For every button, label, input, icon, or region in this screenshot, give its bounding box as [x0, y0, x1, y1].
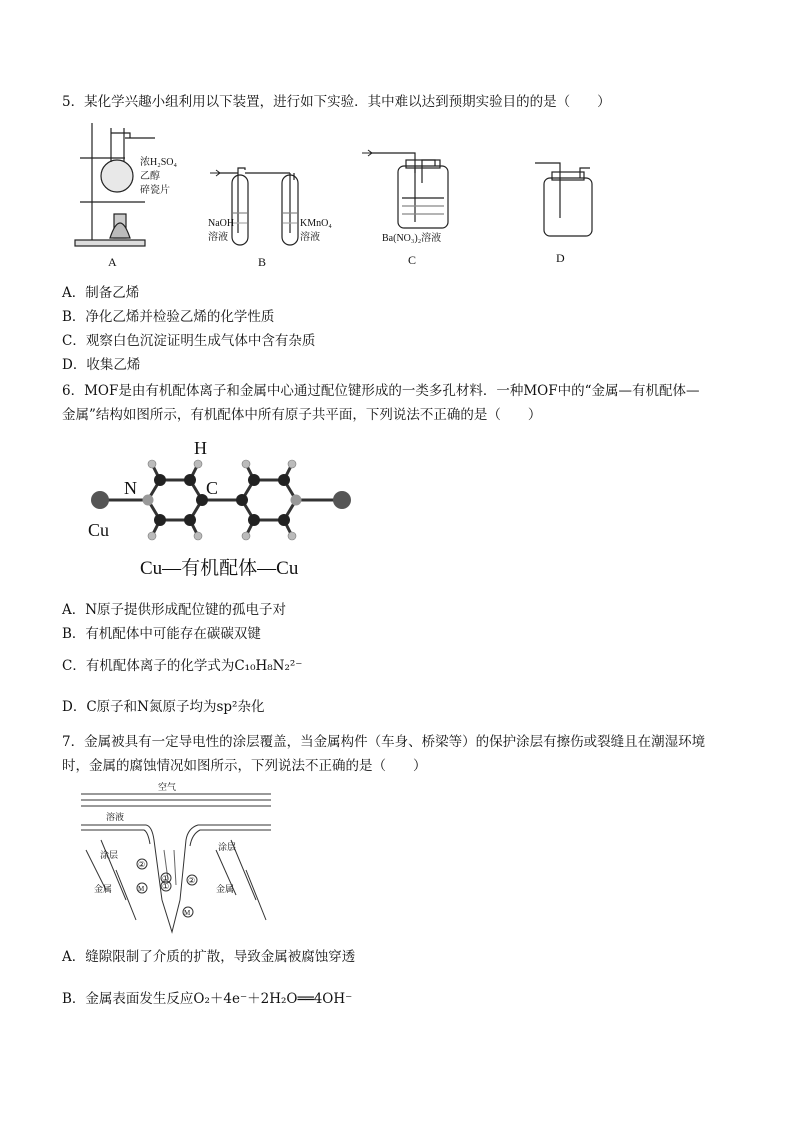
cap-c: C: [408, 253, 417, 267]
c-label: Ba(NO₃)₂溶液: [382, 233, 442, 244]
figure-caption: Cu—有机配体—Cu: [140, 558, 299, 579]
label-air: 空气: [158, 782, 177, 792]
q6-stem-line-1: 6．MOF是由有机配体离子和金属中心通过配位键形成的一类多孔材料．一种MOF中的“金属—有机配体—: [62, 383, 700, 399]
q5-option-c: C．观察白色沉淀证明生成气体中含有杂质: [62, 333, 316, 349]
label-c: C: [206, 478, 219, 498]
a-label-3: 碎瓷片: [140, 185, 170, 196]
b-naoh-label-2: 溶液: [208, 232, 228, 243]
q7-corrosion-figure: [76, 780, 276, 940]
label-m-1: M: [138, 885, 145, 893]
label-num-2: ②: [138, 860, 146, 869]
q5-stem: 5．某化学兴趣小组利用以下装置，进行如下实验．其中难以达到预期实验目的的是（ ）: [62, 94, 611, 110]
a-label-2: 乙醇: [140, 171, 160, 182]
b-kmno-label-2: 溶液: [300, 232, 320, 243]
q7-stem-line-2: 时，金属的腐蚀情况如图所示，下列说法不正确的是（ ）: [62, 758, 427, 774]
label-num-4: ②: [188, 876, 196, 885]
label-coating-left: 涂层: [100, 850, 119, 860]
apparatus-d: [535, 163, 592, 236]
label-metal-right: 金属: [216, 884, 235, 894]
q5-option-a: A．制备乙烯: [62, 285, 140, 301]
label-n: N: [124, 478, 137, 498]
label-cu: Cu: [88, 520, 110, 540]
q5-option-d: D．收集乙烯: [62, 357, 141, 373]
label-h: H: [194, 438, 207, 458]
cap-a: A: [108, 255, 117, 269]
q6-option-d: D．C原子和N氮原子均为sp²杂化: [62, 699, 265, 715]
q6-option-a: A．N原子提供形成配位键的孤电子对: [62, 602, 287, 618]
b-naoh-label-1: NaOH: [208, 218, 235, 229]
q7-option-a: A．缝隙限制了介质的扩散，导致金属被腐蚀穿透: [62, 949, 356, 965]
q5-option-b: B．净化乙烯并检验乙烯的化学性质: [62, 309, 275, 325]
cap-b: B: [258, 255, 267, 269]
label-coating-right: 涂层: [218, 842, 237, 852]
q7-stem-line-1: 7．金属被具有一定导电性的涂层覆盖，当金属构件（车身、桥梁等）的保护涂层有擦伤或裂缝且在潮湿环境: [62, 734, 706, 750]
q6-molecule-figure: [80, 432, 370, 582]
label-m-2: M: [184, 909, 191, 917]
apparatus-b: [218, 168, 298, 245]
a-label-1: 浓H₂SO₄: [140, 157, 177, 168]
q5-apparatus-figure: [70, 118, 565, 269]
cap-d: D: [556, 251, 565, 265]
label-num-3: ①: [162, 882, 170, 891]
label-solution: 溶液: [106, 812, 125, 822]
q7-option-b: B．金属表面发生反应O₂＋4e⁻＋2H₂O══4OH⁻: [62, 991, 353, 1007]
b-kmno-label-1: KMnO₄: [300, 218, 332, 229]
q6-stem-line-2: 金属”结构如图所示，有机配体中所有原子共平面，下列说法不正确的是（ ）: [62, 407, 542, 423]
label-num-1: ①: [162, 874, 170, 883]
label-metal-left: 金属: [94, 884, 113, 894]
q6-option-b: B．有机配体中可能存在碳碳双键: [62, 626, 261, 642]
apparatus-c: [370, 153, 448, 228]
q6-option-c: C．有机配体离子的化学式为C₁₀H₈N₂²⁻: [62, 658, 303, 674]
